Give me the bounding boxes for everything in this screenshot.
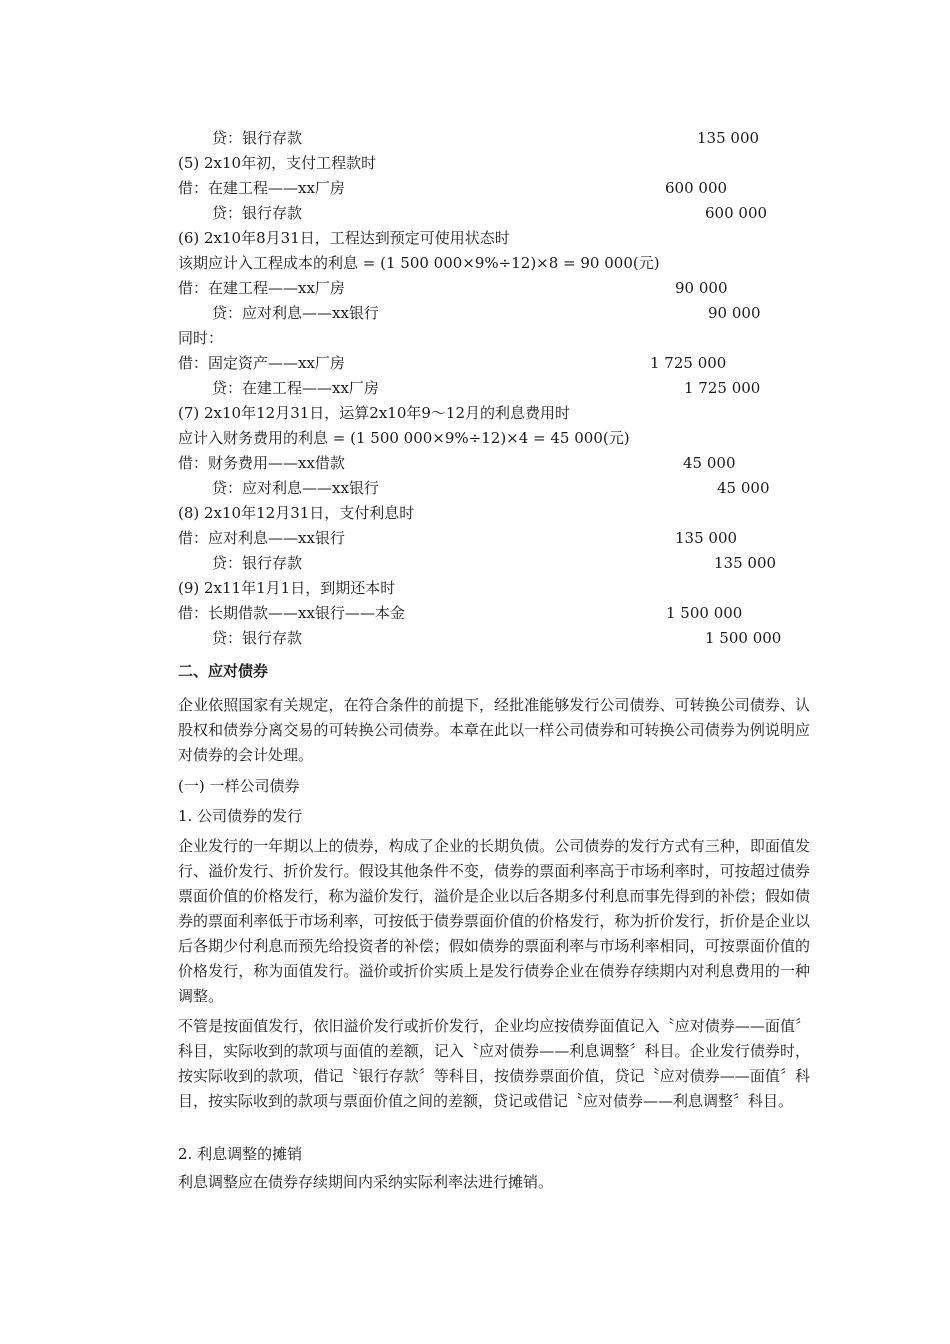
entry-text: 同时： xyxy=(178,329,224,347)
item1-paragraph-2 xyxy=(178,1014,810,1114)
entry-amount: 600 000 xyxy=(705,204,768,222)
entry-text: 借：在建工程——xx厂房 xyxy=(178,179,345,197)
entry-text: 该期应计入工程成本的利息 = (1 500 000×9%÷12)×8 = 90 000(元) xyxy=(178,254,660,272)
entry-text: 贷：应对利息——xx银行 xyxy=(212,479,379,497)
entry-text: 借：长期借款——xx银行——本金 xyxy=(178,604,405,622)
item1-heading: 1. 公司债券的发行 xyxy=(178,807,303,825)
entry-text: (7) 2x10年12月31日，运算2x10年9～12月的利息费用时 xyxy=(178,404,571,422)
item1-paragraph-text: 企业发行的一年期以上的债券，构成了企业的长期负债。公司债券的发行方式有三种，即面值发行、溢价发行、折价发行。假设其他条件不变，债券的票面利率高于市场利率时，可按超过债券票面价值的价格发行，称为溢价发行，溢价是企业以后各期多付利息而事先得到的补偿；假如债券的票面利率低于市场利率，可按低于债券票面价值的价格发行，称为折价发行，折价是企业以后各期少付利息而预先给投资者的补偿；假如债券的票面利率与市场利率相同，可按票面价值的价格发行，称为面值发行。溢价或折价实质上是发行债券企业在债券存续期内对利息费用的一种调整。 xyxy=(178,837,810,1005)
entry-text: 贷：银行存款 xyxy=(212,129,303,147)
subsection-heading: (一) 一样公司债券 xyxy=(178,777,300,795)
entry-amount: 1 500 000 xyxy=(705,629,782,647)
entry-text: 贷：银行存款 xyxy=(212,629,303,647)
entry-amount: 45 000 xyxy=(683,454,736,472)
entry-amount: 600 000 xyxy=(665,179,728,197)
entry-amount: 1 500 000 xyxy=(666,604,743,622)
entry-text: (9) 2x11年1月1日，到期还本时 xyxy=(178,579,396,597)
entry-text: 借：财务费用——xx借款 xyxy=(178,454,345,472)
entry-text: 借：固定资产——xx厂房 xyxy=(178,354,345,372)
item1-paragraph xyxy=(178,834,810,1009)
item2-heading: 2. 利息调整的摊销 xyxy=(178,1145,303,1163)
entry-text: 应计入财务费用的利息 = (1 500 000×9%÷12)×4 = 45 000(元) xyxy=(178,429,630,447)
entry-text: (5) 2x10年初，支付工程款时 xyxy=(178,154,377,172)
entry-amount: 135 000 xyxy=(714,554,777,572)
entry-text: (8) 2x10年12月31日，支付利息时 xyxy=(178,504,415,522)
entry-amount: 135 000 xyxy=(675,529,738,547)
entry-amount: 45 000 xyxy=(717,479,770,497)
entry-amount: 1 725 000 xyxy=(650,354,727,372)
intro-paragraph xyxy=(178,693,810,768)
entry-text: 贷：在建工程——xx厂房 xyxy=(212,379,379,397)
item2-paragraph: 利息调整应在债券存续期间内采纳实际利率法进行摊销。 xyxy=(178,1173,554,1191)
intro-paragraph-text: 企业依照国家有关规定，在符合条件的前提下，经批准能够发行公司债券、可转换公司债券、认股权和债券分离交易的可转换公司债券。本章在此以一样公司债券和可转换公司债券为例说明应对债券的会计处理。 xyxy=(178,696,810,764)
entry-text: 贷：银行存款 xyxy=(212,554,303,572)
entry-text: 贷：银行存款 xyxy=(212,204,303,222)
item1-paragraph-2-text: 不管是按面值发行，依旧溢价发行或折价发行，企业均应按债券面值记入〝应对债券——面值〞科目，实际收到的款项与面值的差额，记入〝应对债券——利息调整〞科目。企业发行债券时，按实际收到的款项，借记〝银行存款〞等科目，按债券票面价值，贷记〝应对债券——面值〞科目，按实际收到的款项与票面价值之间的差额，贷记或借记〝应对债券——利息调整〞科目。 xyxy=(178,1017,810,1110)
entry-text: 借：应对利息——xx银行 xyxy=(178,529,345,547)
entry-amount: 90 000 xyxy=(708,304,761,322)
entry-text: 贷：应对利息——xx银行 xyxy=(212,304,379,322)
entry-amount: 135 000 xyxy=(697,129,760,147)
entry-amount: 90 000 xyxy=(675,279,728,297)
section-heading: 二、应对债券 xyxy=(178,662,269,680)
entry-text: 借：在建工程——xx厂房 xyxy=(178,279,345,297)
entry-amount: 1 725 000 xyxy=(684,379,761,397)
entry-text: (6) 2x10年8月31日，工程达到预定可使用状态时 xyxy=(178,229,510,247)
